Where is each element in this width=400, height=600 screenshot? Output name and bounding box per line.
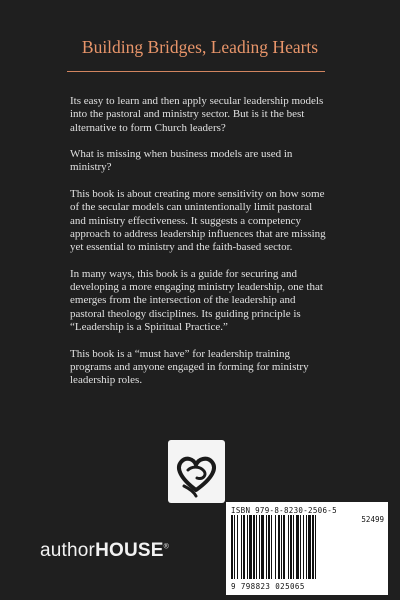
blurb-paragraph-3: This book is about creating more sensitivity on how some of the secular models can unintentionally limit pastoral and ministry effectiveness. It suggests a competency approach to address leadership influences that are missing yet essential to ministry and the faith-based sector. xyxy=(70,188,326,254)
barcode-panel xyxy=(226,502,388,595)
publisher-name-author: author xyxy=(40,540,96,561)
blurb-paragraph-1: Its easy to learn and then apply secular leadership models into the pastoral and ministry sector. But is it the best alternative to form Church leaders? xyxy=(70,95,324,134)
blurb-paragraph-5: This book is a “must have” for leadership training programs and anyone engaged in forming for ministry leadership roles. xyxy=(70,347,309,387)
blurb-text xyxy=(70,95,328,401)
ean-number: 9 798823 025065 xyxy=(231,582,305,591)
isbn-label: ISBN 979-8-8230-2506-5 xyxy=(231,506,337,515)
publisher-logo xyxy=(40,540,169,562)
heart-swirl-logo-icon xyxy=(168,440,225,503)
blurb-paragraph-4: In many ways, this book is a guide for securing and developing a more engaging ministry leadership, one that emerges from the intersection of the leadership and pastoral theology disciplines. Its guiding principle is “Leadership is a Spiritual Practice.” xyxy=(70,267,323,334)
title-divider xyxy=(67,71,325,72)
trademark-symbol: ® xyxy=(163,543,170,551)
barcode-bars xyxy=(231,515,343,581)
publisher-name-house: HOUSE xyxy=(95,540,164,561)
cover-title: Building Bridges, Leading Hearts xyxy=(81,37,319,57)
blurb-paragraph-2: What is missing when business models are used in ministry? xyxy=(70,148,293,174)
price-code: 52499 xyxy=(361,515,384,524)
